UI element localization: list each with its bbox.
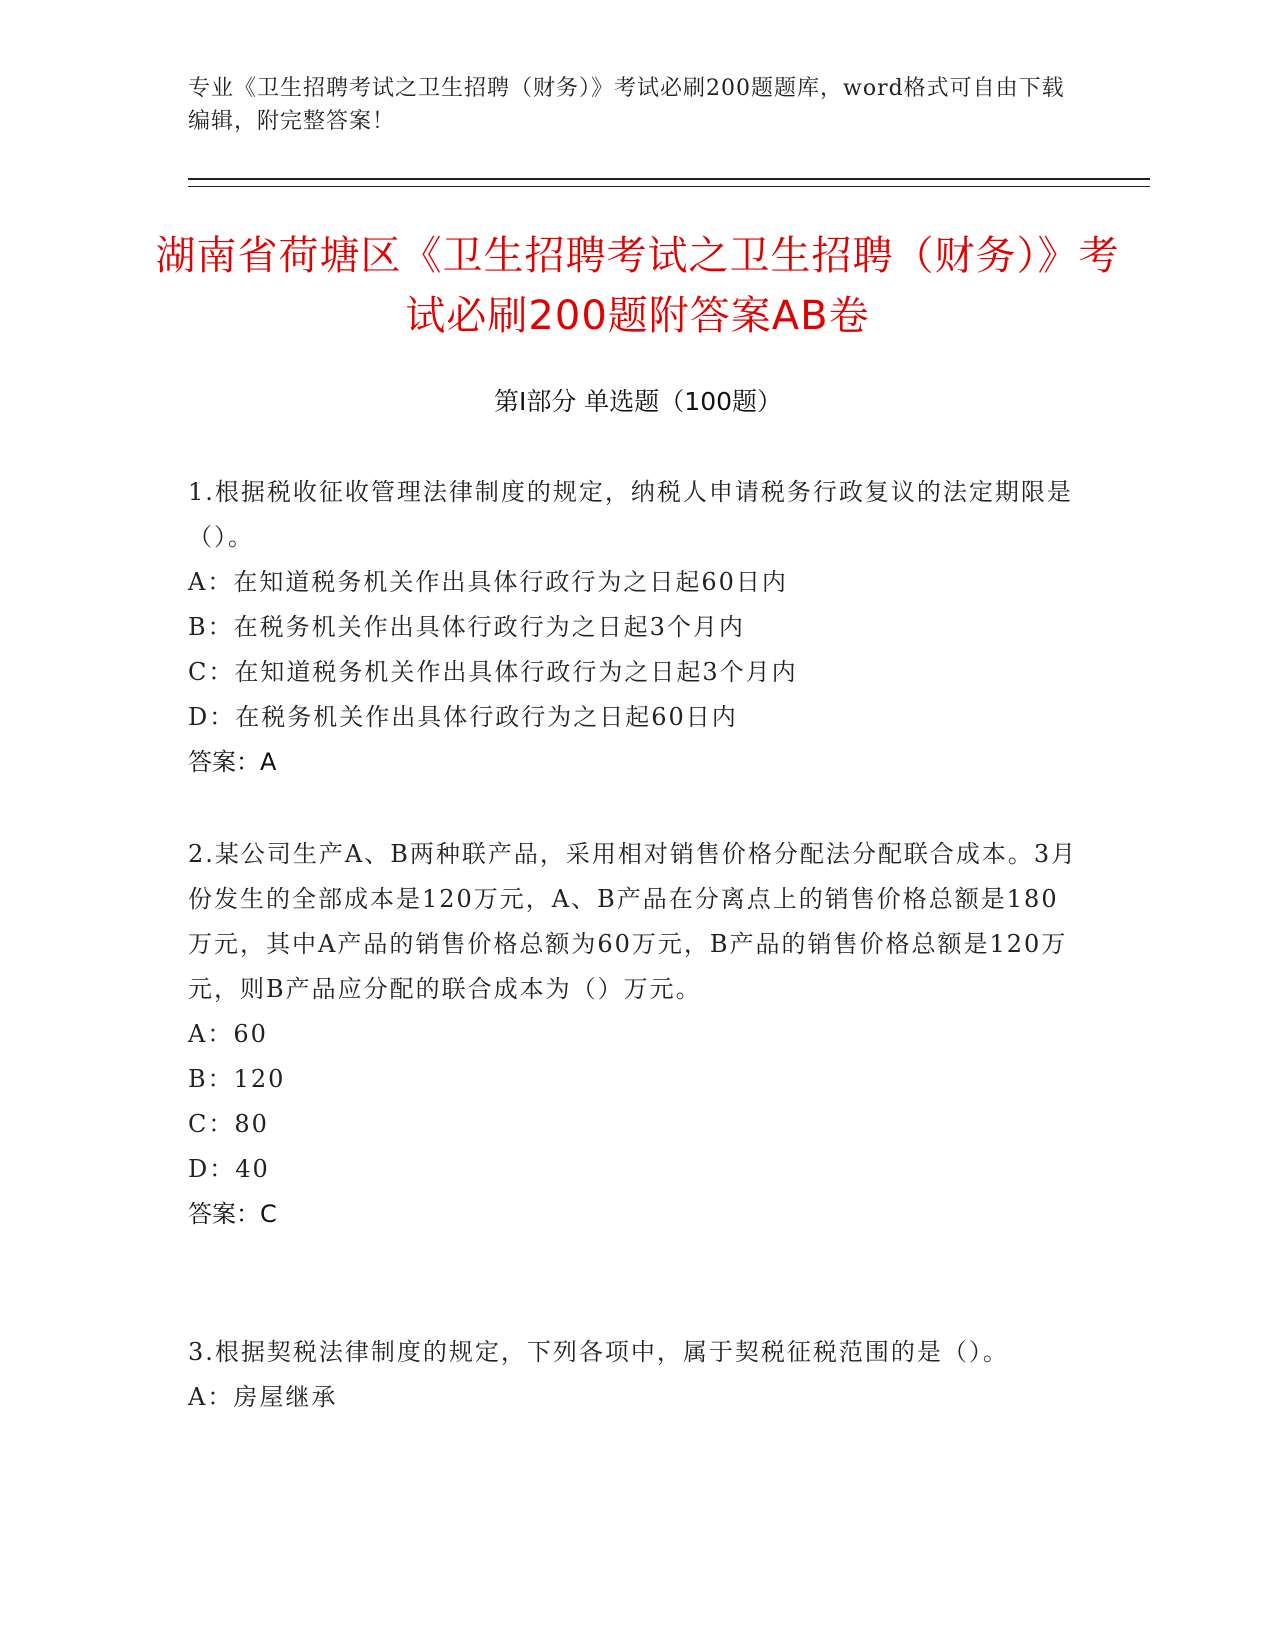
question-2	[188, 832, 1078, 1237]
answer: 答案：A	[188, 748, 277, 776]
option-b: B：在税务机关作出具体行政行为之日起3个月内	[188, 613, 745, 641]
question-stem: 1.根据税收征收管理法律制度的规定，纳税人申请税务行政复议的法定期限是（）。	[188, 478, 1073, 551]
option-a: A：在知道税务机关作出具体行政行为之日起60日内	[188, 568, 788, 596]
question-stem: 3.根据契税法律制度的规定，下列各项中，属于契税征税范围的是（）。	[188, 1338, 1009, 1366]
option-b: B：120	[188, 1065, 286, 1093]
question-1	[188, 470, 1078, 785]
document-title: 湖南省荷塘区《卫生招聘考试之卫生招聘（财务）》考试必刷200题附答案AB卷	[155, 233, 1120, 339]
answer: 答案：C	[188, 1200, 277, 1228]
option-a: A：房屋继承	[188, 1383, 338, 1411]
option-c: C：80	[188, 1110, 269, 1138]
option-d: D：在税务机关作出具体行政行为之日起60日内	[188, 703, 738, 731]
header-note: 专业《卫生招聘考试之卫生招聘（财务）》考试必刷200题题库，word格式可自由下载编辑，附完整答案！	[188, 76, 1065, 134]
header-divider-thin	[188, 186, 1150, 187]
question-stem: 2.某公司生产A、B两种联产品，采用相对销售价格分配法分配联合成本。3月份发生的全部成本是120万元，A、B产品在分离点上的销售价格总额是180万元，其中A产品的销售价格总额为60万元，B产品的销售价格总额是120万元，则B产品应分配的联合成本为（）万元。	[188, 840, 1078, 1003]
option-a: A：60	[188, 1020, 268, 1048]
header-divider-thick	[188, 178, 1150, 180]
option-d: D：40	[188, 1155, 270, 1183]
option-c: C：在知道税务机关作出具体行政行为之日起3个月内	[188, 658, 798, 686]
question-3	[188, 1330, 1078, 1420]
section-heading: 第I部分 单选题（100题）	[493, 387, 783, 416]
